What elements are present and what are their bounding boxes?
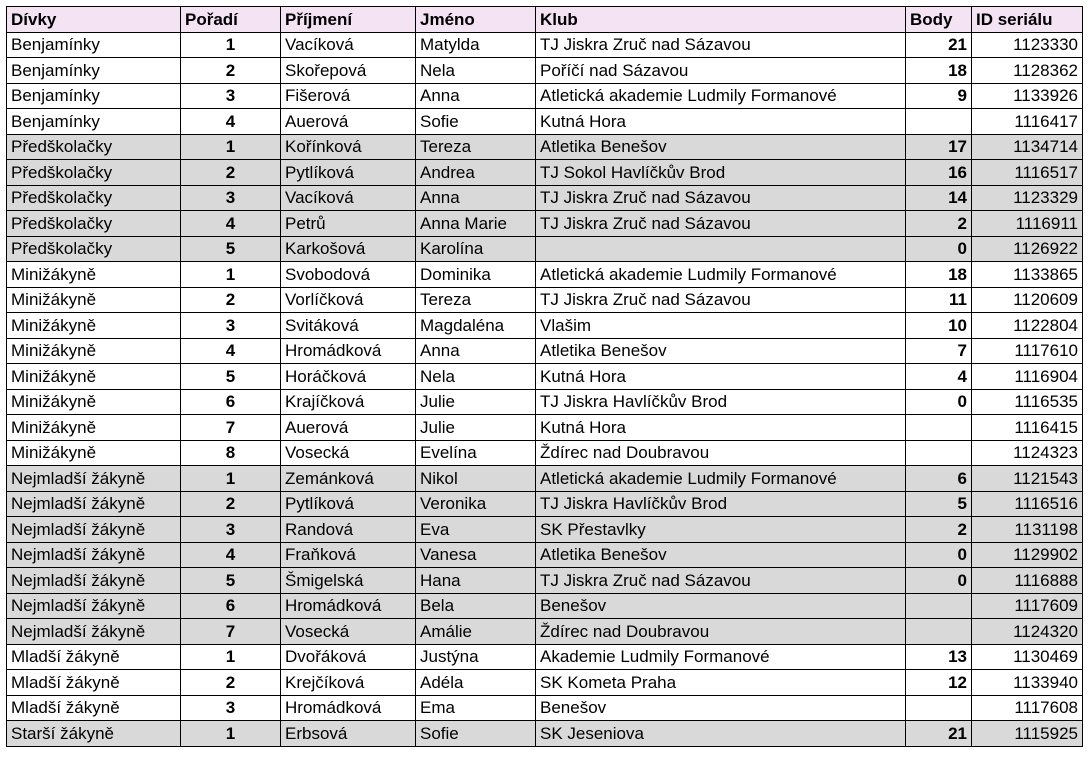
cell-poradi[interactable]: 5 — [181, 364, 281, 390]
table-row — [7, 109, 1083, 135]
cell-poradi[interactable]: 1 — [181, 32, 281, 58]
cell-body[interactable] — [906, 619, 972, 645]
cell-body[interactable]: 10 — [906, 313, 972, 339]
table-row — [7, 568, 1083, 594]
cell-body[interactable]: 16 — [906, 160, 972, 186]
cell-klub[interactable]: Atletika Benešov — [536, 134, 906, 160]
cell-divky[interactable]: Mladší žákyně — [7, 644, 181, 670]
cell-body[interactable]: 21 — [906, 32, 972, 58]
cell-klub[interactable]: TJ Jiskra Zruč nad Sázavou — [536, 568, 906, 594]
cell-prijmeni[interactable]: Krejčíková — [281, 670, 416, 696]
table-row — [7, 644, 1083, 670]
cell-poradi[interactable]: 7 — [181, 619, 281, 645]
table-row — [7, 466, 1083, 492]
cell-poradi[interactable]: 4 — [181, 211, 281, 237]
cell-prijmeni[interactable]: Auerová — [281, 415, 416, 441]
table-row — [7, 542, 1083, 568]
cell-klub[interactable]: TJ Sokol Havlíčkův Brod — [536, 160, 906, 186]
cell-body[interactable]: 21 — [906, 721, 972, 747]
cell-poradi[interactable]: 4 — [181, 338, 281, 364]
cell-jmeno[interactable]: Tereza — [416, 134, 536, 160]
cell-klub[interactable]: TJ Jiskra Havlíčkův Brod — [536, 389, 906, 415]
cell-body[interactable] — [906, 415, 972, 441]
cell-poradi[interactable]: 2 — [181, 287, 281, 313]
cell-prijmeni[interactable]: Dvořáková — [281, 644, 416, 670]
cell-jmeno[interactable]: Karolína — [416, 236, 536, 262]
cell-divky[interactable]: Nejmladší žákyně — [7, 466, 181, 492]
cell-id[interactable]: 1117608 — [972, 695, 1083, 721]
cell-body[interactable]: 0 — [906, 568, 972, 594]
cell-body[interactable]: 2 — [906, 211, 972, 237]
cell-poradi[interactable]: 5 — [181, 236, 281, 262]
cell-klub[interactable]: Atletika Benešov — [536, 338, 906, 364]
cell-body[interactable]: 6 — [906, 466, 972, 492]
cell-id[interactable]: 1133865 — [972, 262, 1083, 288]
cell-divky[interactable]: Starší žákyně — [7, 721, 181, 747]
cell-jmeno[interactable]: Sofie — [416, 721, 536, 747]
cell-body[interactable]: 2 — [906, 517, 972, 543]
cell-jmeno[interactable]: Veronika — [416, 491, 536, 517]
cell-jmeno[interactable]: Dominika — [416, 262, 536, 288]
cell-jmeno[interactable]: Anna — [416, 338, 536, 364]
cell-klub[interactable]: Atletika Benešov — [536, 542, 906, 568]
cell-klub[interactable]: Benešov — [536, 593, 906, 619]
cell-poradi[interactable]: 1 — [181, 721, 281, 747]
cell-jmeno[interactable]: Nela — [416, 364, 536, 390]
cell-klub[interactable]: SK Kometa Praha — [536, 670, 906, 696]
cell-prijmeni[interactable]: Fraňková — [281, 542, 416, 568]
cell-prijmeni[interactable]: Petrů — [281, 211, 416, 237]
cell-body[interactable]: 4 — [906, 364, 972, 390]
table-row — [7, 134, 1083, 160]
cell-id[interactable]: 1126922 — [972, 236, 1083, 262]
table-row — [7, 338, 1083, 364]
cell-jmeno[interactable]: Bela — [416, 593, 536, 619]
table-row — [7, 83, 1083, 109]
cell-klub[interactable]: SK Přestavlky — [536, 517, 906, 543]
cell-prijmeni[interactable]: Svitáková — [281, 313, 416, 339]
cell-divky[interactable]: Mladší žákyně — [7, 695, 181, 721]
table-row — [7, 313, 1083, 339]
header-jmeno[interactable]: Jméno — [416, 7, 536, 33]
cell-id[interactable]: 1116417 — [972, 109, 1083, 135]
table-row — [7, 695, 1083, 721]
table-row — [7, 721, 1083, 747]
cell-jmeno[interactable]: Andrea — [416, 160, 536, 186]
cell-id[interactable]: 1121543 — [972, 466, 1083, 492]
cell-id[interactable]: 1116904 — [972, 364, 1083, 390]
cell-jmeno[interactable]: Julie — [416, 389, 536, 415]
cell-prijmeni[interactable]: Vacíková — [281, 32, 416, 58]
cell-poradi[interactable]: 3 — [181, 83, 281, 109]
cell-divky[interactable]: Nejmladší žákyně — [7, 491, 181, 517]
cell-id[interactable]: 1131198 — [972, 517, 1083, 543]
cell-klub[interactable]: TJ Jiskra Zruč nad Sázavou — [536, 185, 906, 211]
cell-body[interactable]: 17 — [906, 134, 972, 160]
cell-body[interactable] — [906, 593, 972, 619]
cell-prijmeni[interactable]: Vosecká — [281, 619, 416, 645]
cell-id[interactable]: 1134714 — [972, 134, 1083, 160]
cell-divky[interactable]: Minižákyně — [7, 364, 181, 390]
cell-id[interactable]: 1124320 — [972, 619, 1083, 645]
cell-klub[interactable]: Ždírec nad Doubravou — [536, 440, 906, 466]
cell-id[interactable]: 1116535 — [972, 389, 1083, 415]
cell-divky[interactable]: Benjamínky — [7, 109, 181, 135]
cell-id[interactable]: 1116516 — [972, 491, 1083, 517]
cell-id[interactable]: 1130469 — [972, 644, 1083, 670]
cell-prijmeni[interactable]: Pytlíková — [281, 491, 416, 517]
cell-body[interactable]: 18 — [906, 58, 972, 84]
cell-prijmeni[interactable]: Skořepová — [281, 58, 416, 84]
cell-divky[interactable]: Nejmladší žákyně — [7, 517, 181, 543]
results-sheet — [6, 6, 1082, 747]
cell-prijmeni[interactable]: Fišerová — [281, 83, 416, 109]
cell-id[interactable]: 1115925 — [972, 721, 1083, 747]
table-row — [7, 185, 1083, 211]
cell-id[interactable]: 1123330 — [972, 32, 1083, 58]
table-row — [7, 262, 1083, 288]
cell-body[interactable]: 7 — [906, 338, 972, 364]
table-row — [7, 415, 1083, 441]
table-row — [7, 211, 1083, 237]
cell-body[interactable]: 0 — [906, 542, 972, 568]
table-row — [7, 32, 1083, 58]
cell-poradi[interactable]: 1 — [181, 262, 281, 288]
cell-divky[interactable]: Benjamínky — [7, 32, 181, 58]
cell-divky[interactable]: Nejmladší žákyně — [7, 619, 181, 645]
cell-klub[interactable]: Kutná Hora — [536, 109, 906, 135]
cell-poradi[interactable]: 2 — [181, 491, 281, 517]
table-row — [7, 517, 1083, 543]
cell-prijmeni[interactable]: Hromádková — [281, 338, 416, 364]
cell-poradi[interactable]: 3 — [181, 517, 281, 543]
cell-id[interactable]: 1116517 — [972, 160, 1083, 186]
cell-id[interactable]: 1117610 — [972, 338, 1083, 364]
cell-body[interactable] — [906, 109, 972, 135]
cell-jmeno[interactable]: Tereza — [416, 287, 536, 313]
cell-prijmeni[interactable]: Pytlíková — [281, 160, 416, 186]
cell-poradi[interactable]: 2 — [181, 58, 281, 84]
cell-prijmeni[interactable]: Vorlíčková — [281, 287, 416, 313]
cell-prijmeni[interactable]: Erbsová — [281, 721, 416, 747]
cell-divky[interactable]: Mladší žákyně — [7, 670, 181, 696]
cell-divky[interactable]: Benjamínky — [7, 83, 181, 109]
cell-id[interactable]: 1128362 — [972, 58, 1083, 84]
cell-jmeno[interactable]: Julie — [416, 415, 536, 441]
cell-klub[interactable]: Akademie Ludmily Formanové — [536, 644, 906, 670]
cell-divky[interactable]: Předškolačky — [7, 211, 181, 237]
cell-divky[interactable]: Předškolačky — [7, 185, 181, 211]
cell-jmeno[interactable]: Nela — [416, 58, 536, 84]
cell-id[interactable]: 1129902 — [972, 542, 1083, 568]
cell-id[interactable]: 1133926 — [972, 83, 1083, 109]
cell-prijmeni[interactable]: Vosecká — [281, 440, 416, 466]
cell-prijmeni[interactable]: Kořínková — [281, 134, 416, 160]
cell-prijmeni[interactable]: Horáčková — [281, 364, 416, 390]
cell-id[interactable]: 1116415 — [972, 415, 1083, 441]
results-table — [6, 6, 1083, 747]
cell-klub[interactable]: Ždírec nad Doubravou — [536, 619, 906, 645]
cell-divky[interactable]: Minižákyně — [7, 338, 181, 364]
table-row — [7, 491, 1083, 517]
cell-jmeno[interactable]: Nikol — [416, 466, 536, 492]
cell-id[interactable]: 1120609 — [972, 287, 1083, 313]
cell-poradi[interactable]: 8 — [181, 440, 281, 466]
cell-body[interactable]: 0 — [906, 389, 972, 415]
cell-klub[interactable]: Kutná Hora — [536, 364, 906, 390]
cell-poradi[interactable]: 3 — [181, 185, 281, 211]
cell-klub[interactable]: Atletická akademie Ludmily Formanové — [536, 83, 906, 109]
cell-poradi[interactable]: 5 — [181, 568, 281, 594]
cell-jmeno[interactable]: Amálie — [416, 619, 536, 645]
cell-jmeno[interactable]: Matylda — [416, 32, 536, 58]
cell-klub[interactable]: TJ Jiskra Zruč nad Sázavou — [536, 32, 906, 58]
cell-divky[interactable]: Nejmladší žákyně — [7, 568, 181, 594]
cell-klub[interactable] — [536, 236, 906, 262]
cell-poradi[interactable]: 3 — [181, 313, 281, 339]
cell-poradi[interactable]: 2 — [181, 670, 281, 696]
cell-body[interactable]: 12 — [906, 670, 972, 696]
cell-body[interactable]: 0 — [906, 236, 972, 262]
cell-klub[interactable]: Atletická akademie Ludmily Formanové — [536, 466, 906, 492]
cell-poradi[interactable]: 3 — [181, 695, 281, 721]
table-body — [7, 32, 1083, 746]
cell-body[interactable]: 18 — [906, 262, 972, 288]
cell-prijmeni[interactable]: Svobodová — [281, 262, 416, 288]
table-row — [7, 593, 1083, 619]
cell-divky[interactable]: Minižákyně — [7, 440, 181, 466]
cell-divky[interactable]: Předškolačky — [7, 160, 181, 186]
cell-id[interactable]: 1116888 — [972, 568, 1083, 594]
header-divky[interactable]: Dívky — [7, 7, 181, 33]
cell-jmeno[interactable]: Eva — [416, 517, 536, 543]
header-id[interactable]: ID seriálu — [972, 7, 1083, 33]
cell-prijmeni[interactable]: Krajíčková — [281, 389, 416, 415]
cell-jmeno[interactable]: Evelína — [416, 440, 536, 466]
cell-klub[interactable]: Kutná Hora — [536, 415, 906, 441]
table-row — [7, 160, 1083, 186]
cell-klub[interactable]: TJ Jiskra Zruč nad Sázavou — [536, 287, 906, 313]
cell-body[interactable]: 5 — [906, 491, 972, 517]
cell-jmeno[interactable]: Magdaléna — [416, 313, 536, 339]
cell-divky[interactable]: Minižákyně — [7, 287, 181, 313]
table-row — [7, 389, 1083, 415]
cell-klub[interactable]: Atletická akademie Ludmily Formanové — [536, 262, 906, 288]
cell-body[interactable]: 13 — [906, 644, 972, 670]
header-poradi[interactable]: Pořadí — [181, 7, 281, 33]
cell-prijmeni[interactable]: Hromádková — [281, 695, 416, 721]
cell-jmeno[interactable]: Adéla — [416, 670, 536, 696]
cell-body[interactable]: 9 — [906, 83, 972, 109]
table-row — [7, 619, 1083, 645]
cell-divky[interactable]: Předškolačky — [7, 134, 181, 160]
cell-poradi[interactable]: 4 — [181, 109, 281, 135]
cell-poradi[interactable]: 7 — [181, 415, 281, 441]
cell-poradi[interactable]: 4 — [181, 542, 281, 568]
cell-id[interactable]: 1122804 — [972, 313, 1083, 339]
cell-prijmeni[interactable]: Šmigelská — [281, 568, 416, 594]
cell-poradi[interactable]: 1 — [181, 466, 281, 492]
cell-prijmeni[interactable]: Auerová — [281, 109, 416, 135]
cell-jmeno[interactable]: Ema — [416, 695, 536, 721]
table-row — [7, 287, 1083, 313]
table-row — [7, 440, 1083, 466]
cell-klub[interactable]: TJ Jiskra Zruč nad Sázavou — [536, 211, 906, 237]
cell-klub[interactable]: SK Jeseniova — [536, 721, 906, 747]
cell-klub[interactable]: Vlašim — [536, 313, 906, 339]
table-row — [7, 236, 1083, 262]
cell-klub[interactable]: Poříčí nad Sázavou — [536, 58, 906, 84]
cell-divky[interactable]: Minižákyně — [7, 389, 181, 415]
cell-prijmeni[interactable]: Zemánková — [281, 466, 416, 492]
cell-poradi[interactable]: 1 — [181, 134, 281, 160]
header-row — [7, 7, 1083, 33]
header-klub[interactable]: Klub — [536, 7, 906, 33]
cell-divky[interactable]: Minižákyně — [7, 262, 181, 288]
cell-prijmeni[interactable]: Randová — [281, 517, 416, 543]
cell-divky[interactable]: Minižákyně — [7, 313, 181, 339]
cell-jmeno[interactable]: Hana — [416, 568, 536, 594]
cell-prijmeni[interactable]: Hromádková — [281, 593, 416, 619]
cell-divky[interactable]: Minižákyně — [7, 415, 181, 441]
cell-id[interactable]: 1124323 — [972, 440, 1083, 466]
cell-poradi[interactable]: 6 — [181, 593, 281, 619]
cell-jmeno[interactable]: Anna — [416, 185, 536, 211]
cell-poradi[interactable]: 1 — [181, 644, 281, 670]
cell-id[interactable]: 1133940 — [972, 670, 1083, 696]
cell-poradi[interactable]: 6 — [181, 389, 281, 415]
cell-id[interactable]: 1123329 — [972, 185, 1083, 211]
cell-id[interactable]: 1116911 — [972, 211, 1083, 237]
table-row — [7, 58, 1083, 84]
cell-divky[interactable]: Benjamínky — [7, 58, 181, 84]
table-row — [7, 364, 1083, 390]
cell-divky[interactable]: Nejmladší žákyně — [7, 542, 181, 568]
header-body[interactable]: Body — [906, 7, 972, 33]
cell-divky[interactable]: Předškolačky — [7, 236, 181, 262]
header-prijmeni[interactable]: Příjmení — [281, 7, 416, 33]
cell-jmeno[interactable]: Sofie — [416, 109, 536, 135]
cell-id[interactable]: 1117609 — [972, 593, 1083, 619]
cell-jmeno[interactable]: Justýna — [416, 644, 536, 670]
cell-jmeno[interactable]: Anna — [416, 83, 536, 109]
cell-body[interactable] — [906, 695, 972, 721]
cell-body[interactable] — [906, 440, 972, 466]
cell-divky[interactable]: Nejmladší žákyně — [7, 593, 181, 619]
cell-klub[interactable]: TJ Jiskra Havlíčkův Brod — [536, 491, 906, 517]
cell-klub[interactable]: Benešov — [536, 695, 906, 721]
cell-prijmeni[interactable]: Karkošová — [281, 236, 416, 262]
cell-poradi[interactable]: 2 — [181, 160, 281, 186]
cell-body[interactable]: 14 — [906, 185, 972, 211]
cell-jmeno[interactable]: Vanesa — [416, 542, 536, 568]
cell-body[interactable]: 11 — [906, 287, 972, 313]
cell-jmeno[interactable]: Anna Marie — [416, 211, 536, 237]
cell-prijmeni[interactable]: Vacíková — [281, 185, 416, 211]
table-row — [7, 670, 1083, 696]
